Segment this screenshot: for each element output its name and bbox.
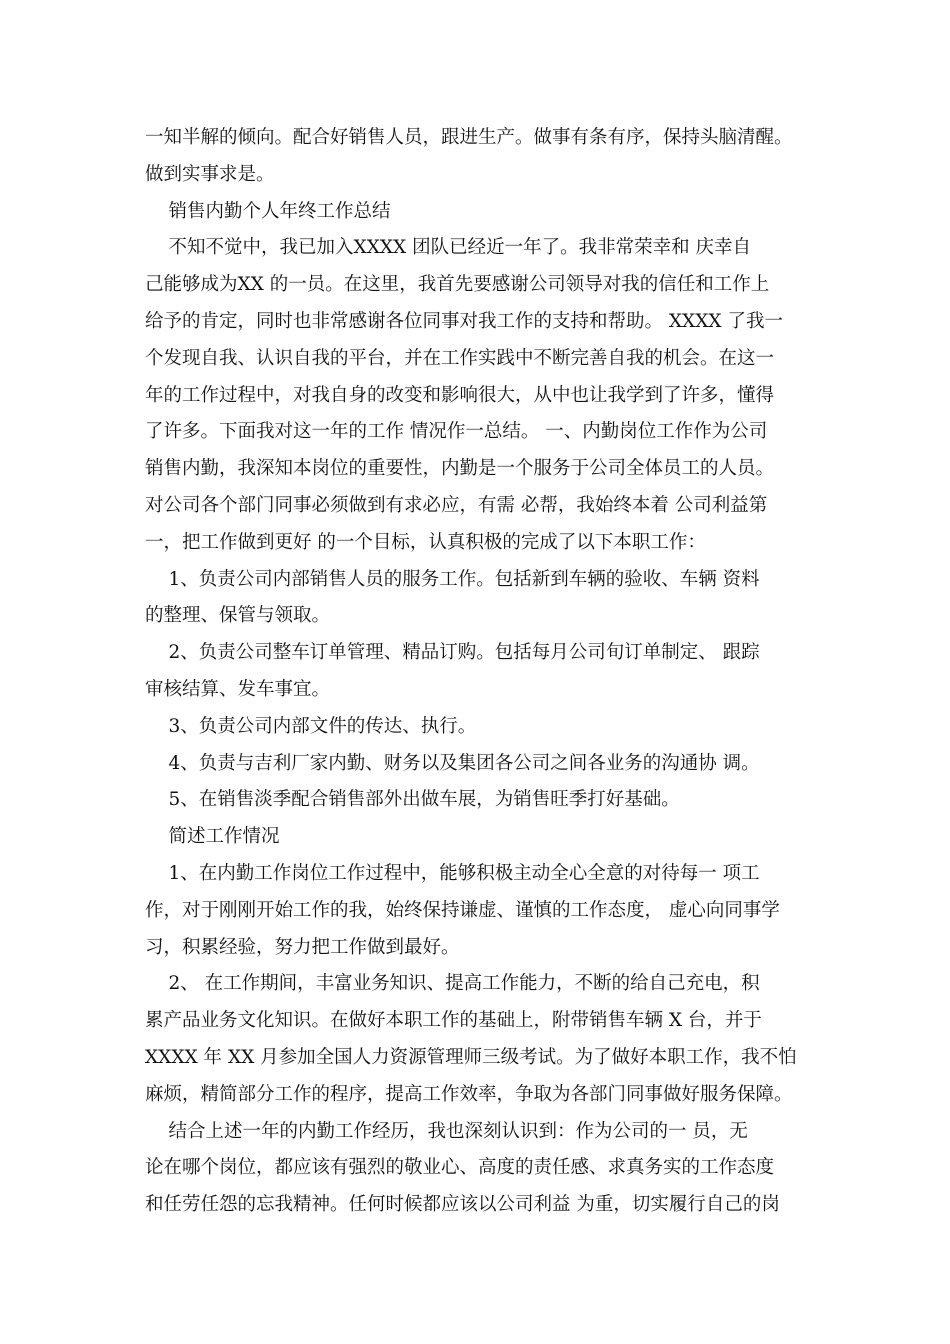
document-body <box>145 120 805 1224</box>
text-line: 习，积累经验，努力把工作做到最好。 <box>145 936 460 958</box>
list-item-line: 4、负责与吉利厂家内勤、财务以及集团各公司之间各业务的沟通协 调。 <box>145 752 760 774</box>
text-line: 2、 在工作期间，丰富业务知识、提高工作能力，不断的给自己充电，积 <box>145 973 760 995</box>
text-line: 了许多。下面我对这一年的工作 情况作一总结。 一、内勤岗位工作作为公司 <box>145 421 768 443</box>
section-heading: 简述工作情况 <box>145 826 280 848</box>
list-item-line: 审核结算、发车事宜。 <box>145 678 331 700</box>
section-heading: 销售内勤个人年终工作总结 <box>145 200 391 222</box>
list-item-line: 1、负责公司内部销售人员的服务工作。包括新到车辆的验收、车辆 资料 <box>145 568 760 590</box>
text-line: 己能够成为XX 的一员。在这里，我首先要感谢公司领导对我的信任和工作上 <box>145 274 770 296</box>
text-line: 销售内勤，我深知本岗位的重要性，内勤是一个服务于公司全体员工的人员。 <box>145 458 775 480</box>
text-line: 麻烦，精简部分工作的程序，提高工作效率，争取为各部门同事做好服务保障。 <box>145 1083 793 1105</box>
text-line: 和任劳任怨的忘我精神。任何时候都应该以公司利益 为重，切实履行自己的岗 <box>145 1194 780 1216</box>
text-line: 作，对于刚刚开始工作的我，始终保持谦虚、谨慎的工作态度， 虚心向同事学 <box>145 899 780 921</box>
text-line: 论在哪个岗位，都应该有强烈的敬业心、高度的责任感、求真务实的工作态度 <box>145 1157 775 1179</box>
text-line: 一，把工作做到更好 的一个目标，认真积极的完成了以下本职工作： <box>145 531 706 553</box>
text-line: 结合上述一年的内勤工作经历，我也深刻认识到：作为公司的一 员，无 <box>145 1120 748 1142</box>
list-item-line: 的整理、保管与领取。 <box>145 605 331 627</box>
list-item-line: 3、负责公司内部文件的传达、执行。 <box>145 715 477 737</box>
text-line: 对公司各个部门同事必须做到有求必应，有需 必帮，我始终本着 公司利益第 <box>145 494 768 516</box>
text-line: 个发现自我、认识自我的平台，并在工作实践中不断完善自我的机会。在这一 <box>145 347 775 369</box>
text-line: 年的工作过程中，对我自身的改变和影响很大，从中也让我学到了许多，懂得 <box>145 384 775 406</box>
text-line: 给予的肯定，同时也非常感谢各位同事对我工作的支持和帮助。 XXXX 了我一 <box>145 310 783 332</box>
text-line: 做到实事求是。 <box>145 163 275 185</box>
text-line: 不知不觉中，我已加入XXXX 团队已经近一年了。我非常荣幸和 庆幸自 <box>145 237 751 259</box>
text-line: 累产品业务文化知识。在做好本职工作的基础上，附带销售车辆 X 台，并于 <box>145 1010 762 1032</box>
list-item-line: 2、负责公司整车订单管理、精品订购。包括每月公司旬订单制定、 跟踪 <box>145 642 760 664</box>
text-line: 1、在内勤工作岗位工作过程中，能够积极主动全心全意的对待每一 项工 <box>145 862 760 884</box>
list-item-line: 5、在销售淡季配合销售部外出做车展，为销售旺季打好基础。 <box>145 789 680 811</box>
text-line: 一知半解的倾向。配合好销售人员，跟进生产。做事有条有序，保持头脑清醒。 <box>145 127 793 148</box>
text-line: XXXX 年 XX 月参加全国人力资源管理师三级考试。为了做好本职工作，我不怕 <box>145 1046 797 1068</box>
